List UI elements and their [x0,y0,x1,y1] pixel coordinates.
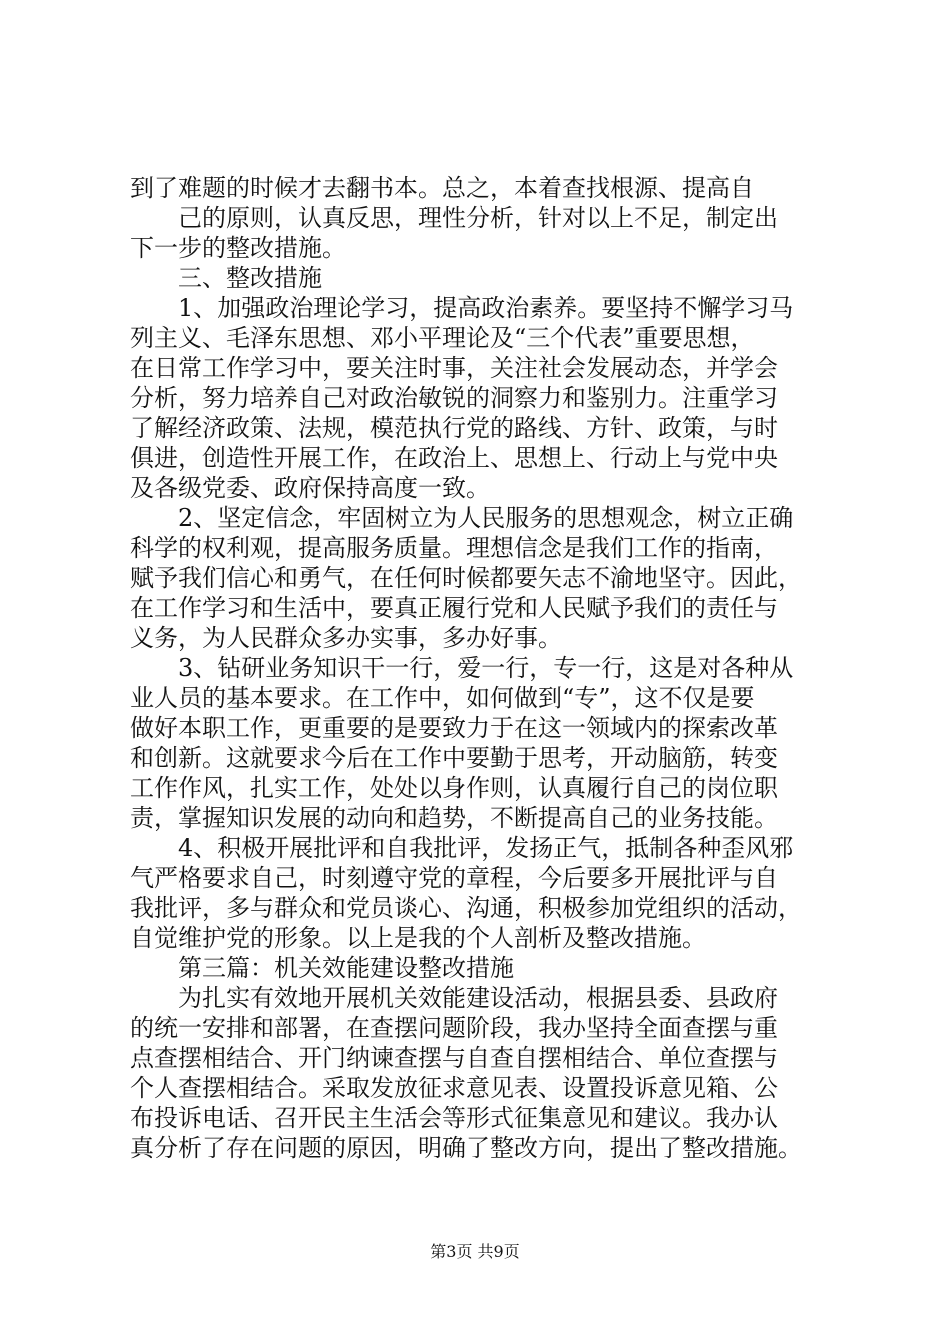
text-line: 2、坚定信念，牢固树立为人民服务的思想观念，树立正确 [178,504,794,532]
text-line: 气严格要求自己，时刻遵守党的章程，今后要多开展批评与自 [130,864,778,892]
text-line: 了解经济政策、法规，模范执行党的路线、方针、政策，与时 [130,414,778,442]
text-line: 及各级党委、政府保持高度一致。 [130,474,490,502]
text-line: 我批评，多与群众和党员谈心、沟通，积极参加党组织的活动， [130,894,802,922]
text-line: 4、积极开展批评和自我批评，发扬正气，抵制各种歪风邪 [178,834,794,862]
text-line: 俱进，创造性开展工作，在政治上、思想上、行动上与党中央 [130,444,778,472]
text-line: 做好本职工作，更重要的是要致力于在这一领域内的探索改革 [130,714,778,742]
document-body [130,173,830,1163]
text-line: 和创新。这就要求今后在工作中要勤于思考，开动脑筋，转变 [130,744,778,772]
text-line: 自觉维护党的形象。以上是我的个人剖析及整改措施。 [130,924,706,952]
text-line: 责，掌握知识发展的动向和趋势，不断提高自己的业务技能。 [130,804,778,832]
text-line: 科学的权利观，提高服务质量。理想信念是我们工作的指南， [130,534,778,562]
text-line: 三、整改措施 [178,264,322,292]
text-line: 到了难题的时候才去翻书本。总之，本着查找根源、提高自 [130,174,754,202]
text-line: 在日常工作学习中，要关注时事，关注社会发展动态，并学会 [130,354,778,382]
text-line: 业人员的基本要求。在工作中，如何做到“专”，这不仅是要 [130,684,755,712]
text-line: 列主义、毛泽东思想、邓小平理论及“三个代表”重要思想， [130,324,755,352]
text-line: 点查摆相结合、开门纳谏查摆与自查自摆相结合、单位查摆与 [130,1044,778,1072]
text-line: 赋予我们信心和勇气，在任何时候都要矢志不渝地坚守。因此， [130,564,802,592]
text-line: 的统一安排和部署，在查摆问题阶段，我办坚持全面查摆与重 [130,1014,778,1042]
text-line: 己的原则，认真反思，理性分析，针对以上不足，制定出 [178,204,778,232]
text-line: 义务，为人民群众多办实事，多办好事。 [130,624,562,652]
text-line: 工作作风，扎实工作，处处以身作则，认真履行自己的岗位职 [130,774,778,802]
page-number-label: 第3页 共9页 [430,1242,520,1261]
text-line: 在工作学习和生活中，要真正履行党和人民赋予我们的责任与 [130,594,778,622]
text-line: 3、钻研业务知识干一行，爱一行，专一行，这是对各种从 [178,654,794,682]
text-line: 第三篇：机关效能建设整改措施 [178,954,514,982]
text-line: 真分析了存在问题的原因，明确了整改方向，提出了整改措施。 [130,1134,802,1162]
text-line: 1、加强政治理论学习，提高政治素养。要坚持不懈学习马 [178,294,794,322]
page-footer [0,1242,950,1262]
text-line: 为扎实有效地开展机关效能建设活动，根据县委、县政府 [178,984,778,1012]
text-line: 布投诉电话、召开民主生活会等形式征集意见和建议。我办认 [130,1104,778,1132]
text-line: 下一步的整改措施。 [130,234,346,262]
text-line: 个人查摆相结合。采取发放征求意见表、设置投诉意见箱、公 [130,1074,778,1102]
text-line: 分析，努力培养自己对政治敏锐的洞察力和鉴别力。注重学习 [130,384,778,412]
